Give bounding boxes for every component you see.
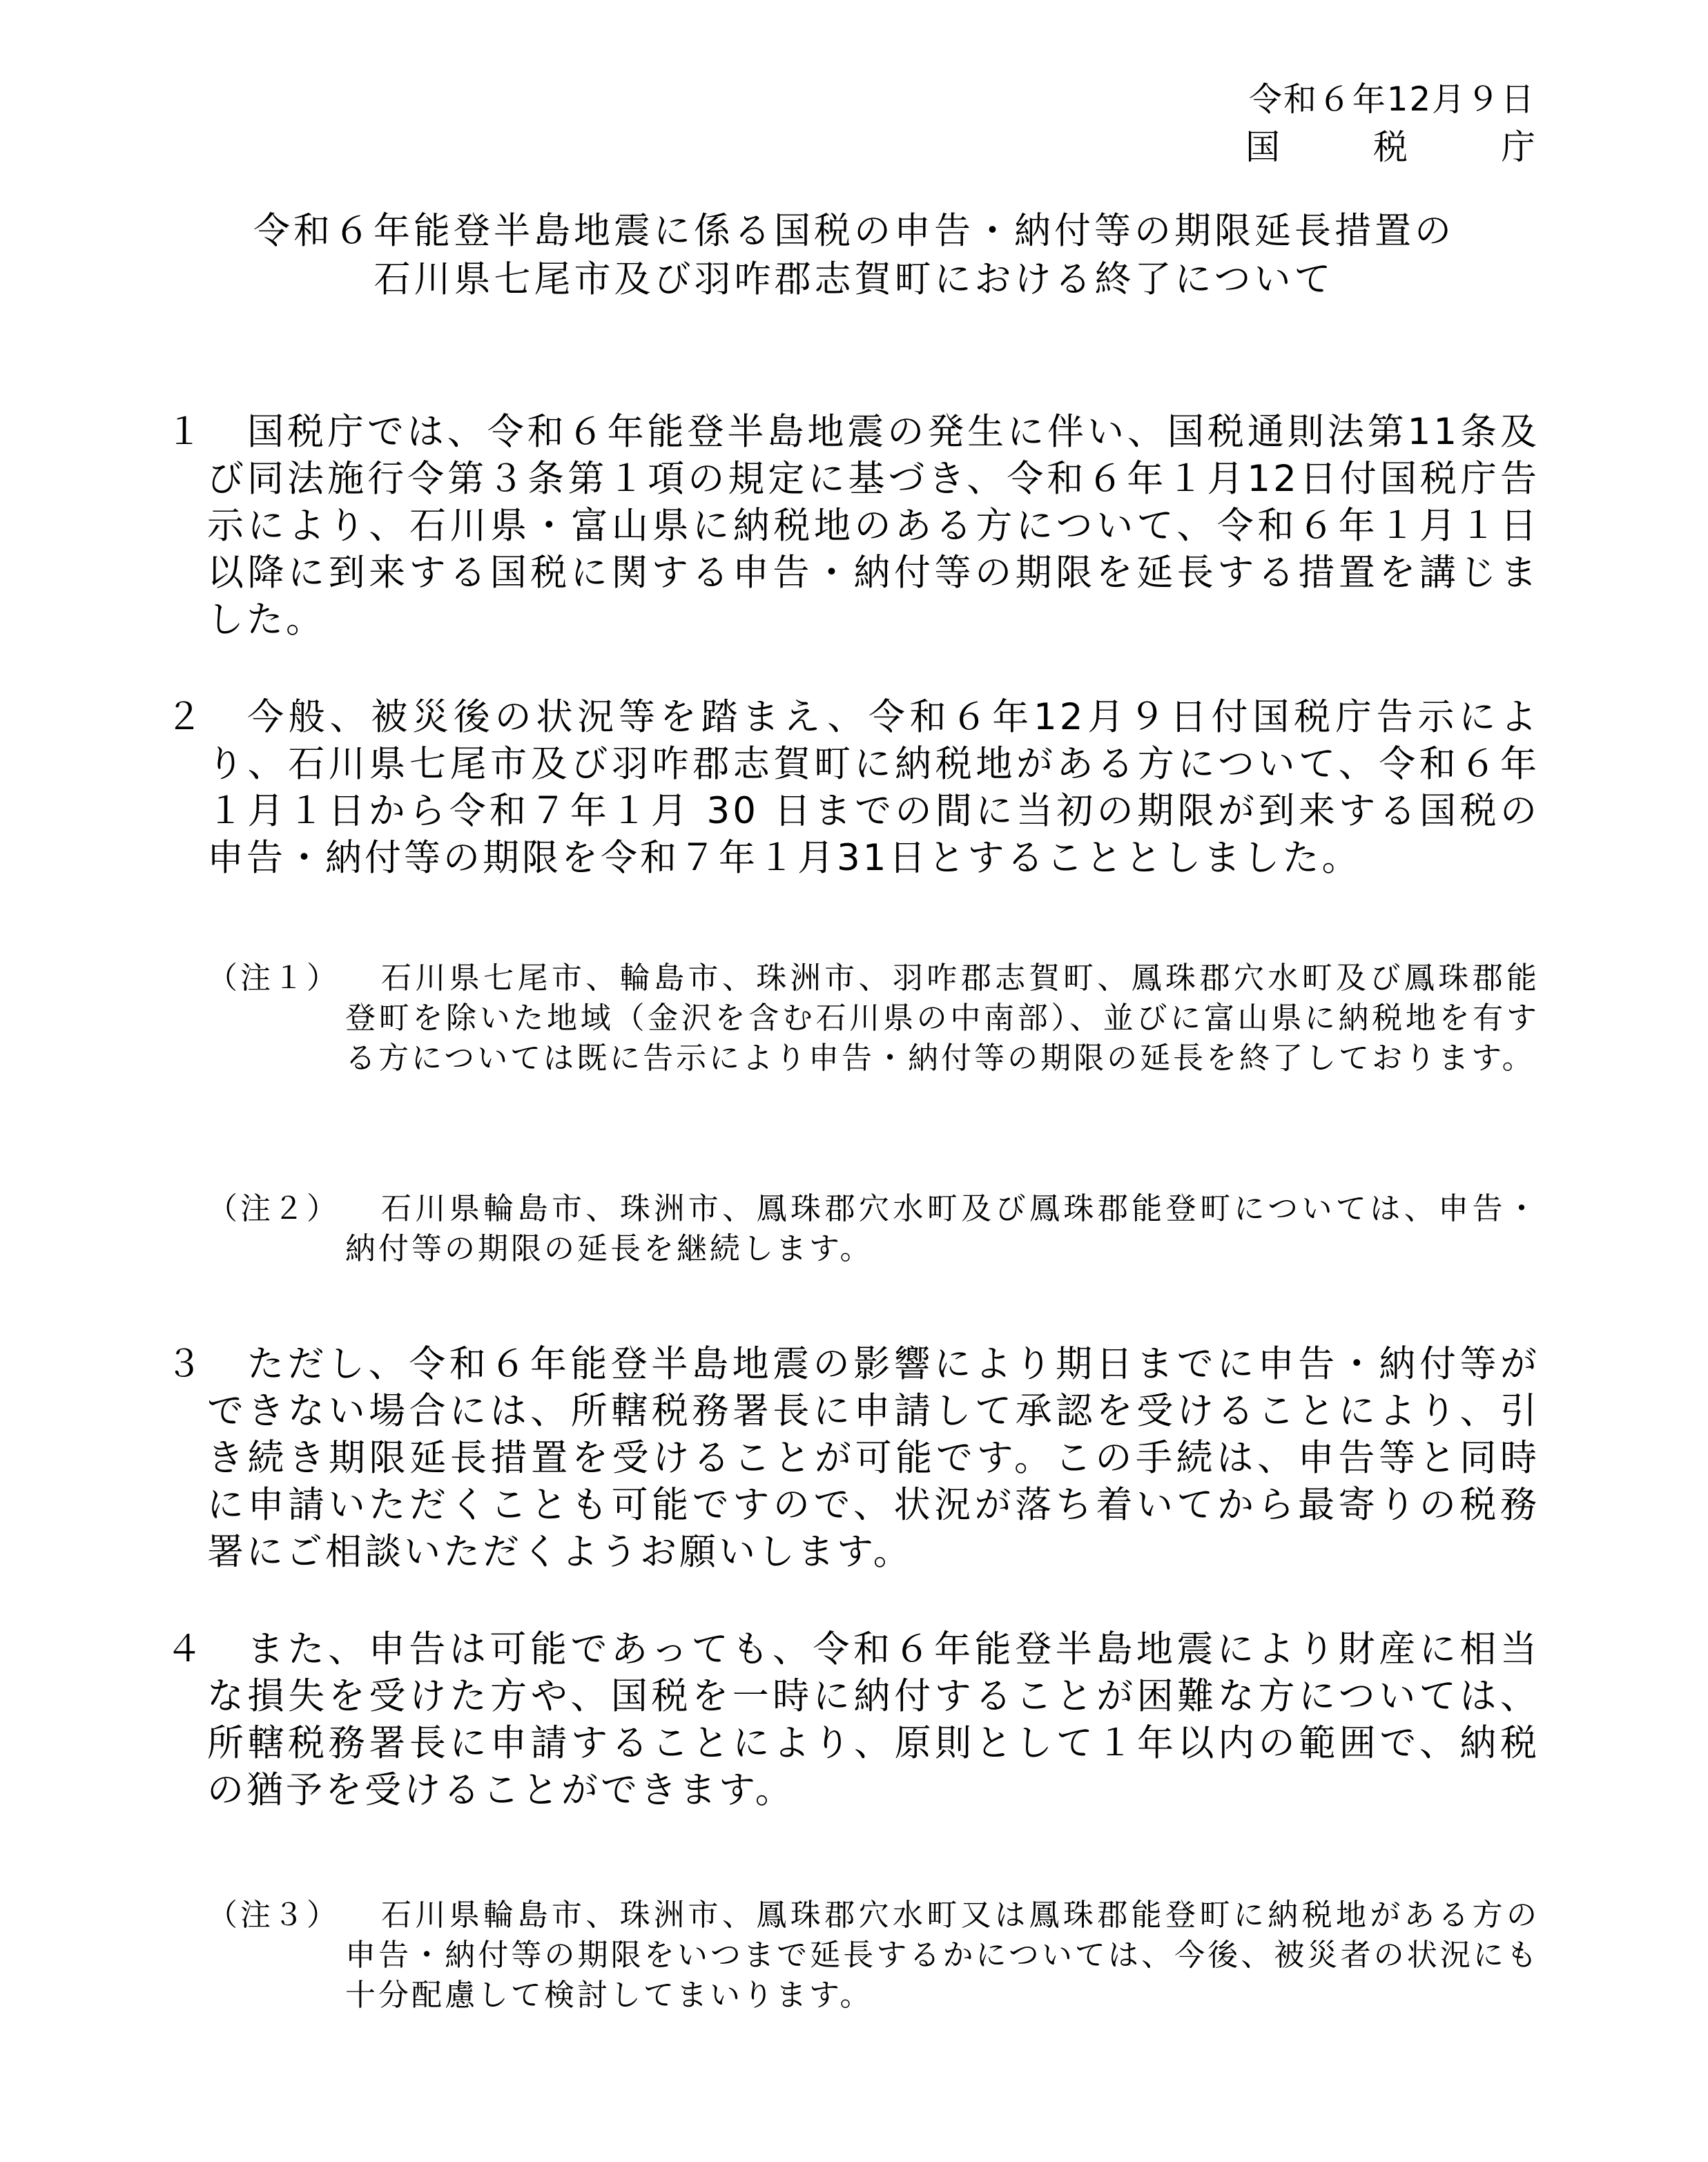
note-3 bbox=[207, 1895, 1540, 2016]
section-text: 国税庁では、令和６年能登半島地震の発生に伴い、国税通則法第11条及び同法施行令第３条第１項の規定に基づき、令和６年１月12日付国税庁告示により、石川県・富山県に納税地のある方について、令和６年１月１日以降に到来する国税に関する申告・納付等の期限を延長する措置を講じました。 bbox=[207, 411, 1540, 641]
agency-char: 税 bbox=[1373, 127, 1408, 167]
agency-char: 庁 bbox=[1501, 127, 1535, 167]
section-4 bbox=[166, 1626, 1540, 1814]
title-line-2: 石川県七尾市及び羽咋郡志賀町における終了について bbox=[373, 258, 1335, 300]
issue-date: 令和６年12月９日 bbox=[1248, 80, 1535, 119]
note-text: 石川県七尾市、輪島市、珠洲市、羽咋郡志賀町、鳳珠郡穴水町及び鳳珠郡能登町を除いた地域（金沢を含む石川県の中南部）、並びに富山県に納税地を有する方については既に告示により申告・納付等の期限の延長を終了しております。 bbox=[345, 961, 1540, 1076]
section-number: ４ bbox=[166, 1628, 205, 1670]
section-2 bbox=[166, 694, 1540, 882]
agency-char: 国 bbox=[1245, 127, 1280, 167]
document-header bbox=[1239, 76, 1535, 171]
note-text: 石川県輪島市、珠洲市、鳳珠郡穴水町又は鳳珠郡能登町に納税地がある方の申告・納付等の期限をいつまで延長するかについては、今後、被災者の状況にも十分配慮して検討してまいります。 bbox=[345, 1898, 1540, 2013]
title-line-1: 令和６年能登半島地震に係る国税の申告・納付等の期限延長措置の bbox=[253, 210, 1455, 252]
note-label: （注１） bbox=[207, 961, 340, 996]
section-text: 今般、被災後の状況等を踏まえ、令和６年12月９日付国税庁告示により、石川県七尾市及び羽咋郡志賀町に納税地がある方について、令和６年１月１日から令和７年１月 30 日までの間に当初の期限が到来する国税の申告・納付等の期限を令和７年１月31日とすることとしました。 bbox=[207, 696, 1540, 879]
document-title bbox=[138, 207, 1570, 304]
section-number: ３ bbox=[166, 1343, 205, 1385]
section-text: また、申告は可能であっても、令和６年能登半島地震により財産に相当な損失を受けた方や、国税を一時に納付することが困難な方については、所轄税務署長に申請することにより、原則として１年以内の範囲で、納税の猶予を受けることができます。 bbox=[207, 1628, 1540, 1811]
section-3 bbox=[166, 1341, 1540, 1576]
section-text: ただし、令和６年能登半島地震の影響により期日までに申告・納付等ができない場合には、所轄税務署長に申請して承認を受けることにより、引き続き期限延長措置を受けることが可能です。この手続は、申告等と同時に申請いただくことも可能ですので、状況が落ち着いてから最寄りの税務署にご相談いただくようお願いします。 bbox=[207, 1343, 1540, 1573]
issuing-agency bbox=[1245, 123, 1535, 171]
section-number: １ bbox=[166, 411, 205, 453]
note-text: 石川県輪島市、珠洲市、鳳珠郡穴水町及び鳳珠郡能登町については、申告・納付等の期限の延長を継続します。 bbox=[345, 1191, 1540, 1266]
note-2 bbox=[207, 1189, 1540, 1269]
section-1 bbox=[166, 409, 1540, 644]
note-1 bbox=[207, 958, 1540, 1079]
note-label: （注２） bbox=[207, 1191, 340, 1226]
note-label: （注３） bbox=[207, 1898, 340, 1933]
section-number: ２ bbox=[166, 696, 205, 738]
